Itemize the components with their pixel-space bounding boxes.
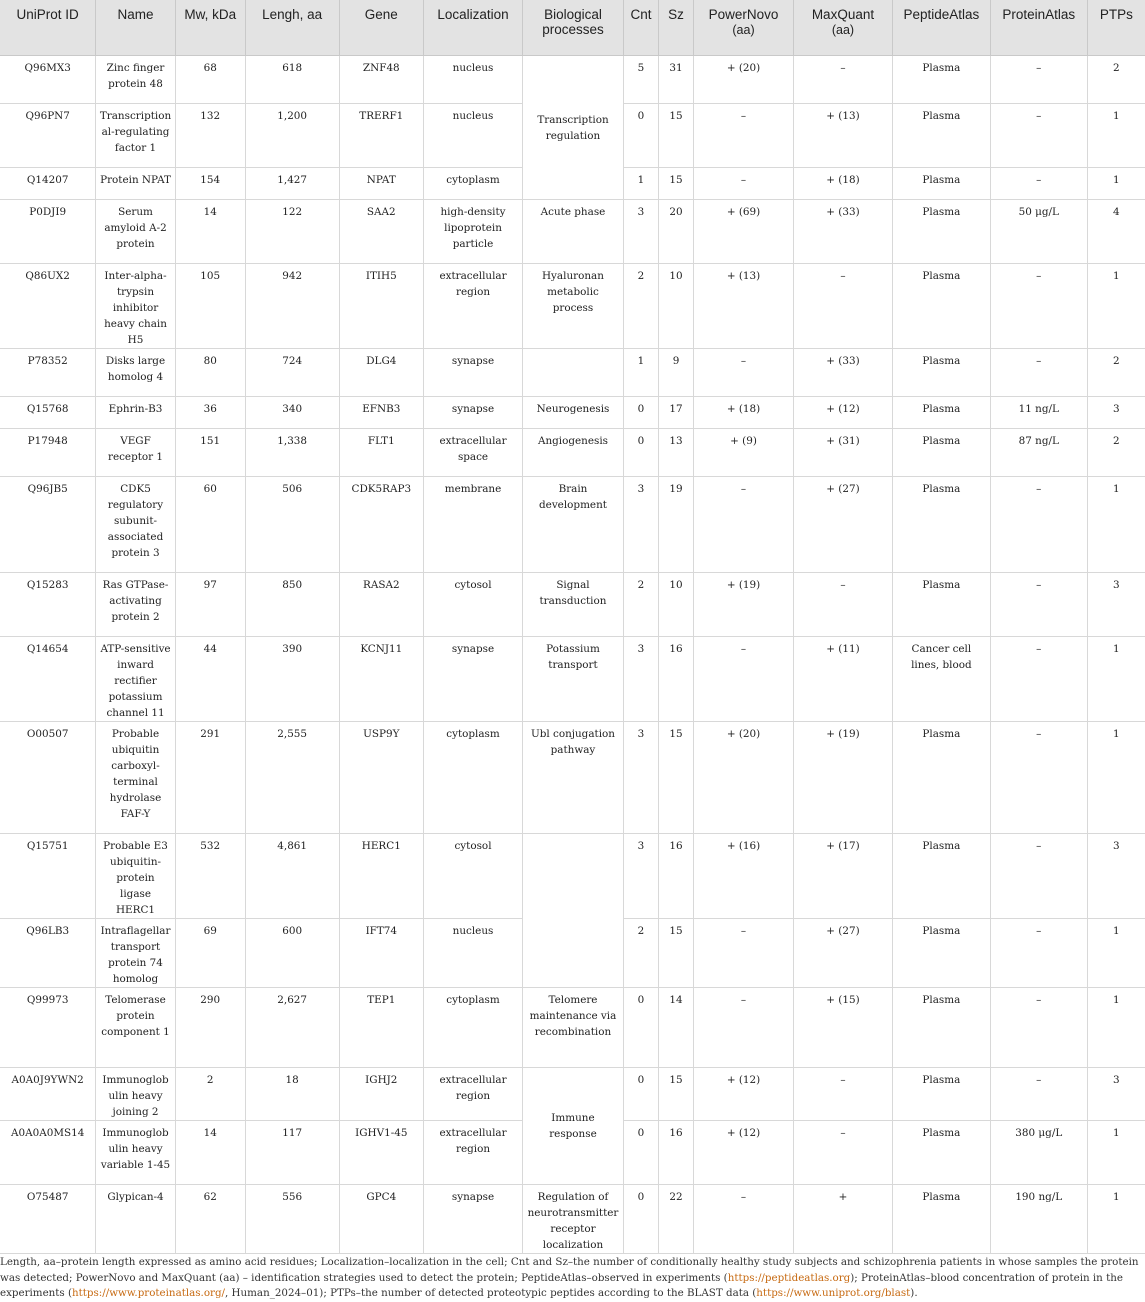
biological-process-cell: Transcription regulation — [522, 56, 623, 200]
protein-name-cell: Zinc finger protein 48 — [96, 56, 175, 104]
length-cell: 18 — [245, 1068, 339, 1121]
length-cell: 2,555 — [245, 722, 339, 834]
mw-cell: 290 — [175, 988, 245, 1068]
table-footnote — [0, 1255, 1140, 1302]
header-powernovo-unit: (aa) — [732, 23, 755, 37]
biological-process-cell: Potassium transport — [522, 637, 623, 722]
proteinatlas-cell: – — [990, 477, 1087, 573]
localization-cell: cytosol — [424, 834, 523, 919]
proteinatlas-cell: – — [990, 56, 1087, 104]
blast-link[interactable]: https://www.uniprot.org/blast — [756, 1287, 911, 1299]
proteinatlas-cell: – — [990, 1068, 1087, 1121]
biological-process-cell: Hyaluronan metabolic process — [522, 264, 623, 349]
maxquant-cell: – — [793, 1121, 892, 1185]
table-row — [0, 264, 1145, 349]
header-sz: Sz — [659, 0, 694, 56]
peptideatlas-cell: Plasma — [892, 834, 990, 919]
mw-cell: 105 — [175, 264, 245, 349]
localization-cell: synapse — [424, 637, 523, 722]
table-row — [0, 200, 1145, 264]
uniprot-id-cell: Q15768 — [0, 397, 96, 429]
header-cnt: Cnt — [623, 0, 658, 56]
maxquant-cell: – — [793, 573, 892, 637]
proteinatlas-cell: – — [990, 722, 1087, 834]
uniprot-id-cell: Q96PN7 — [0, 104, 96, 168]
cnt-cell: 0 — [623, 1068, 658, 1121]
header-gene: Gene — [339, 0, 424, 56]
mw-cell: 44 — [175, 637, 245, 722]
footnote-text-2: ); ProteinAtlas–blood concentration of protein in the experiments ( — [0, 1271, 1123, 1299]
maxquant-cell: + (12) — [793, 397, 892, 429]
cnt-cell: 0 — [623, 429, 658, 477]
sz-cell: 14 — [659, 988, 694, 1068]
localization-cell: cytoplasm — [424, 722, 523, 834]
header-uniprot-id: UniProt ID — [0, 0, 96, 56]
ptps-cell: 1 — [1087, 1121, 1145, 1185]
ptps-cell: 1 — [1087, 988, 1145, 1068]
powernovo-cell: + (12) — [694, 1121, 794, 1185]
sz-cell: 16 — [659, 834, 694, 919]
length-cell: 4,861 — [245, 834, 339, 919]
gene-cell: IFT74 — [339, 919, 424, 988]
sz-cell: 13 — [659, 429, 694, 477]
mw-cell: 2 — [175, 1068, 245, 1121]
sz-cell: 15 — [659, 1068, 694, 1121]
mw-cell: 291 — [175, 722, 245, 834]
gene-cell: IGHV1-45 — [339, 1121, 424, 1185]
header-proteinatlas: ProteinAtlas — [990, 0, 1087, 56]
powernovo-cell: – — [694, 104, 794, 168]
peptideatlas-cell: Plasma — [892, 1121, 990, 1185]
maxquant-cell: + (11) — [793, 637, 892, 722]
protein-name-cell: VEGF receptor 1 — [96, 429, 175, 477]
localization-cell: high-density lipoprotein particle — [424, 200, 523, 264]
maxquant-cell: + (31) — [793, 429, 892, 477]
gene-cell: EFNB3 — [339, 397, 424, 429]
ptps-cell: 1 — [1087, 1185, 1145, 1254]
uniprot-id-cell: A0A0J9YWN2 — [0, 1068, 96, 1121]
footnote-text-1: Length, aa–protein length expressed as amino acid residues; Localization–localization in the cell; Cnt and Sz–the number of conditionally healthy study subjects and schizophrenia patients in whose samples the protein was detected; PowerNovo and MaxQuant (aa) – identification strategies used to detect the protein; PeptideAtlas–observed in experiments ( — [0, 1256, 1139, 1284]
protein-name-cell: Immunoglobulin heavy joining 2 — [96, 1068, 175, 1121]
header-maxquant-unit: (aa) — [831, 23, 855, 37]
peptideatlas-cell: Plasma — [892, 168, 990, 200]
cnt-cell: 2 — [623, 573, 658, 637]
localization-cell: synapse — [424, 349, 523, 397]
table-row — [0, 429, 1145, 477]
header-localization: Localization — [424, 0, 523, 56]
localization-cell: nucleus — [424, 56, 523, 104]
cnt-cell: 1 — [623, 168, 658, 200]
length-cell: 850 — [245, 573, 339, 637]
peptideatlas-cell: Plasma — [892, 429, 990, 477]
protein-name-cell: Ras GTPase-activating protein 2 — [96, 573, 175, 637]
table-row — [0, 573, 1145, 637]
header-powernovo-label: PowerNovo — [708, 7, 779, 22]
gene-cell: ZNF48 — [339, 56, 424, 104]
localization-cell: membrane — [424, 477, 523, 573]
table-row — [0, 988, 1145, 1068]
header-maxquant-label: MaxQuant — [811, 7, 875, 22]
biological-process-cell: Signal transduction — [522, 573, 623, 637]
mw-cell: 68 — [175, 56, 245, 104]
length-cell: 122 — [245, 200, 339, 264]
maxquant-cell: – — [793, 1068, 892, 1121]
protein-name-cell: Probable E3 ubiquitin-protein ligase HERC1 — [96, 834, 175, 919]
mw-cell: 14 — [175, 1121, 245, 1185]
localization-cell: cytoplasm — [424, 168, 523, 200]
powernovo-cell: + (12) — [694, 1068, 794, 1121]
sz-cell: 15 — [659, 104, 694, 168]
proteinatlas-link[interactable]: https://www.proteinatlas.org/ — [72, 1287, 226, 1299]
maxquant-cell: – — [793, 264, 892, 349]
table-row — [0, 834, 1145, 919]
ptps-cell: 1 — [1087, 637, 1145, 722]
mw-cell: 14 — [175, 200, 245, 264]
footnote-text-3: , Human_2024–01); PTPs–the number of detected proteotypic peptides according to the BLAST data ( — [225, 1287, 757, 1299]
proteinatlas-cell: 87 ng/L — [990, 429, 1087, 477]
proteinatlas-cell: – — [990, 264, 1087, 349]
maxquant-cell: + (27) — [793, 919, 892, 988]
powernovo-cell: + (18) — [694, 397, 794, 429]
table-header — [0, 0, 1145, 56]
sz-cell: 22 — [659, 1185, 694, 1254]
maxquant-cell: + (33) — [793, 349, 892, 397]
proteinatlas-cell: 380 μg/L — [990, 1121, 1087, 1185]
mw-cell: 60 — [175, 477, 245, 573]
ptps-cell: 3 — [1087, 834, 1145, 919]
protein-name-cell: ATP-sensitive inward rectifier potassium channel 11 — [96, 637, 175, 722]
cnt-cell: 2 — [623, 264, 658, 349]
protein-name-cell: Glypican-4 — [96, 1185, 175, 1254]
mw-cell: 80 — [175, 349, 245, 397]
localization-cell: synapse — [424, 1185, 523, 1254]
localization-cell: extracellular region — [424, 264, 523, 349]
uniprot-id-cell: A0A0A0MS14 — [0, 1121, 96, 1185]
biological-process-cell: Ubl conjugation pathway — [522, 722, 623, 834]
ptps-cell: 1 — [1087, 168, 1145, 200]
length-cell: 1,338 — [245, 429, 339, 477]
peptideatlas-cell: Plasma — [892, 573, 990, 637]
powernovo-cell: + (20) — [694, 722, 794, 834]
protein-name-cell: Disks large homolog 4 — [96, 349, 175, 397]
mw-cell: 154 — [175, 168, 245, 200]
localization-cell: synapse — [424, 397, 523, 429]
localization-cell: cytosol — [424, 573, 523, 637]
powernovo-cell: + (13) — [694, 264, 794, 349]
uniprot-id-cell: Q15283 — [0, 573, 96, 637]
sz-cell: 10 — [659, 264, 694, 349]
proteinatlas-cell: – — [990, 919, 1087, 988]
powernovo-cell: + (69) — [694, 200, 794, 264]
protein-name-cell: Inter-alpha-trypsin inhibitor heavy chain H5 — [96, 264, 175, 349]
powernovo-cell: – — [694, 477, 794, 573]
uniprot-id-cell: Q86UX2 — [0, 264, 96, 349]
peptideatlas-link[interactable]: https://peptideatlas.org — [727, 1271, 851, 1284]
sz-cell: 17 — [659, 397, 694, 429]
protein-name-cell: Immunoglobulin heavy variable 1-45 — [96, 1121, 175, 1185]
uniprot-id-cell: O75487 — [0, 1185, 96, 1254]
length-cell: 618 — [245, 56, 339, 104]
proteinatlas-cell: – — [990, 104, 1087, 168]
maxquant-cell: + (18) — [793, 168, 892, 200]
length-cell: 1,200 — [245, 104, 339, 168]
ptps-cell: 1 — [1087, 722, 1145, 834]
gene-cell: ITIH5 — [339, 264, 424, 349]
length-cell: 600 — [245, 919, 339, 988]
length-cell: 390 — [245, 637, 339, 722]
proteinatlas-cell: – — [990, 349, 1087, 397]
powernovo-cell: – — [694, 349, 794, 397]
mw-cell: 69 — [175, 919, 245, 988]
cnt-cell: 1 — [623, 349, 658, 397]
length-cell: 117 — [245, 1121, 339, 1185]
uniprot-id-cell: Q96JB5 — [0, 477, 96, 573]
header-ptps: PTPs — [1087, 0, 1145, 56]
powernovo-cell: – — [694, 919, 794, 988]
maxquant-cell: + (19) — [793, 722, 892, 834]
powernovo-cell: + (19) — [694, 573, 794, 637]
maxquant-cell: + (33) — [793, 200, 892, 264]
cnt-cell: 0 — [623, 1185, 658, 1254]
peptideatlas-cell: Plasma — [892, 397, 990, 429]
cnt-cell: 3 — [623, 722, 658, 834]
gene-cell: HERC1 — [339, 834, 424, 919]
gene-cell: TEP1 — [339, 988, 424, 1068]
protein-name-cell: Probable ubiquitin carboxyl-terminal hydrolase FAF-Y — [96, 722, 175, 834]
header-name: Name — [96, 0, 175, 56]
peptideatlas-cell: Plasma — [892, 264, 990, 349]
gene-cell: FLT1 — [339, 429, 424, 477]
gene-cell: RASA2 — [339, 573, 424, 637]
gene-cell: CDK5RAP3 — [339, 477, 424, 573]
length-cell: 724 — [245, 349, 339, 397]
biological-process-cell: Neurogenesis — [522, 397, 623, 429]
proteinatlas-cell: – — [990, 988, 1087, 1068]
table-row — [0, 1185, 1145, 1254]
length-cell: 340 — [245, 397, 339, 429]
peptideatlas-cell: Cancer cell lines, blood — [892, 637, 990, 722]
mw-cell: 151 — [175, 429, 245, 477]
proteinatlas-cell: – — [990, 573, 1087, 637]
gene-cell: NPAT — [339, 168, 424, 200]
proteinatlas-cell: – — [990, 834, 1087, 919]
footnote-text-4: ). — [910, 1287, 918, 1299]
maxquant-cell: – — [793, 56, 892, 104]
sz-cell: 15 — [659, 168, 694, 200]
mw-cell: 97 — [175, 573, 245, 637]
header-peptideatlas: PeptideAtlas — [892, 0, 990, 56]
uniprot-id-cell: P0DJI9 — [0, 200, 96, 264]
peptideatlas-cell: Plasma — [892, 200, 990, 264]
sz-cell: 9 — [659, 349, 694, 397]
length-cell: 506 — [245, 477, 339, 573]
cnt-cell: 2 — [623, 919, 658, 988]
uniprot-id-cell: Q96LB3 — [0, 919, 96, 988]
proteinatlas-cell: – — [990, 168, 1087, 200]
sz-cell: 15 — [659, 722, 694, 834]
cnt-cell: 3 — [623, 477, 658, 573]
peptideatlas-cell: Plasma — [892, 349, 990, 397]
table-body — [0, 56, 1145, 1254]
length-cell: 1,427 — [245, 168, 339, 200]
mw-cell: 532 — [175, 834, 245, 919]
uniprot-id-cell: P17948 — [0, 429, 96, 477]
mw-cell: 36 — [175, 397, 245, 429]
maxquant-cell: + (17) — [793, 834, 892, 919]
sz-cell: 20 — [659, 200, 694, 264]
biological-process-cell: Brain development — [522, 477, 623, 573]
cnt-cell: 0 — [623, 397, 658, 429]
gene-cell: IGHJ2 — [339, 1068, 424, 1121]
biological-process-cell: Regulation of neurotransmitter receptor localization — [522, 1185, 623, 1254]
cnt-cell: 0 — [623, 1121, 658, 1185]
ptps-cell: 4 — [1087, 200, 1145, 264]
uniprot-id-cell: Q14207 — [0, 168, 96, 200]
sz-cell: 16 — [659, 637, 694, 722]
ptps-cell: 3 — [1087, 1068, 1145, 1121]
peptideatlas-cell: Plasma — [892, 56, 990, 104]
cnt-cell: 3 — [623, 834, 658, 919]
length-cell: 556 — [245, 1185, 339, 1254]
uniprot-id-cell: Q14654 — [0, 637, 96, 722]
ptps-cell: 2 — [1087, 349, 1145, 397]
peptideatlas-cell: Plasma — [892, 104, 990, 168]
peptideatlas-cell: Plasma — [892, 722, 990, 834]
table-row — [0, 637, 1145, 722]
gene-cell: KCNJ11 — [339, 637, 424, 722]
ptps-cell: 2 — [1087, 56, 1145, 104]
mw-cell: 132 — [175, 104, 245, 168]
peptideatlas-cell: Plasma — [892, 1185, 990, 1254]
table-row — [0, 397, 1145, 429]
powernovo-cell: + (16) — [694, 834, 794, 919]
ptps-cell: 1 — [1087, 919, 1145, 988]
biological-process-cell — [522, 834, 623, 988]
peptideatlas-cell: Plasma — [892, 1068, 990, 1121]
uniprot-id-cell: Q15751 — [0, 834, 96, 919]
gene-cell: DLG4 — [339, 349, 424, 397]
biological-process-cell: Acute phase — [522, 200, 623, 264]
powernovo-cell: – — [694, 988, 794, 1068]
maxquant-cell: + (27) — [793, 477, 892, 573]
proteinatlas-cell: – — [990, 637, 1087, 722]
protein-name-cell: CDK5 regulatory subunit-associated protein 3 — [96, 477, 175, 573]
peptideatlas-cell: Plasma — [892, 477, 990, 573]
protein-name-cell: Transcriptional-regulating factor 1 — [96, 104, 175, 168]
maxquant-cell: + (15) — [793, 988, 892, 1068]
length-cell: 2,627 — [245, 988, 339, 1068]
proteinatlas-cell: 50 μg/L — [990, 200, 1087, 264]
ptps-cell: 1 — [1087, 477, 1145, 573]
uniprot-id-cell: P78352 — [0, 349, 96, 397]
biological-process-cell: Immune response — [522, 1068, 623, 1185]
table-row — [0, 56, 1145, 104]
cnt-cell: 0 — [623, 104, 658, 168]
header-biological-processes: Biological processes — [522, 0, 623, 56]
protein-name-cell: Intraflagellar transport protein 74 homolog — [96, 919, 175, 988]
table-row — [0, 1068, 1145, 1121]
protein-name-cell: Serum amyloid A-2 protein — [96, 200, 175, 264]
cnt-cell: 3 — [623, 200, 658, 264]
gene-cell: USP9Y — [339, 722, 424, 834]
ptps-cell: 2 — [1087, 429, 1145, 477]
protein-name-cell: Telomerase protein component 1 — [96, 988, 175, 1068]
gene-cell: GPC4 — [339, 1185, 424, 1254]
uniprot-id-cell: Q96MX3 — [0, 56, 96, 104]
localization-cell: extracellular region — [424, 1068, 523, 1121]
length-cell: 942 — [245, 264, 339, 349]
localization-cell: extracellular region — [424, 1121, 523, 1185]
uniprot-id-cell: Q99973 — [0, 988, 96, 1068]
mw-cell: 62 — [175, 1185, 245, 1254]
table-row — [0, 722, 1145, 834]
ptps-cell: 3 — [1087, 573, 1145, 637]
cnt-cell: 3 — [623, 637, 658, 722]
sz-cell: 10 — [659, 573, 694, 637]
powernovo-cell: + (20) — [694, 56, 794, 104]
biological-process-cell: Telomere maintenance via recombination — [522, 988, 623, 1068]
peptideatlas-cell: Plasma — [892, 919, 990, 988]
powernovo-cell: + (9) — [694, 429, 794, 477]
header-powernovo — [694, 0, 794, 56]
biological-process-cell — [522, 349, 623, 397]
powernovo-cell: – — [694, 637, 794, 722]
localization-cell: extracellular space — [424, 429, 523, 477]
gene-cell: TRERF1 — [339, 104, 424, 168]
table-row — [0, 349, 1145, 397]
header-length: Lengh, aa — [245, 0, 339, 56]
peptideatlas-cell: Plasma — [892, 988, 990, 1068]
ptps-cell: 1 — [1087, 104, 1145, 168]
powernovo-cell: – — [694, 1185, 794, 1254]
protein-name-cell: Protein NPAT — [96, 168, 175, 200]
sz-cell: 31 — [659, 56, 694, 104]
biological-process-cell: Angiogenesis — [522, 429, 623, 477]
ptps-cell: 3 — [1087, 397, 1145, 429]
gene-cell: SAA2 — [339, 200, 424, 264]
localization-cell: cytoplasm — [424, 988, 523, 1068]
protein-name-cell: Ephrin-B3 — [96, 397, 175, 429]
sz-cell: 15 — [659, 919, 694, 988]
localization-cell: nucleus — [424, 104, 523, 168]
header-maxquant — [793, 0, 892, 56]
cnt-cell: 0 — [623, 988, 658, 1068]
powernovo-cell: – — [694, 168, 794, 200]
ptps-cell: 1 — [1087, 264, 1145, 349]
uniprot-id-cell: O00507 — [0, 722, 96, 834]
cnt-cell: 5 — [623, 56, 658, 104]
header-mw: Mw, kDa — [175, 0, 245, 56]
table-row — [0, 477, 1145, 573]
localization-cell: nucleus — [424, 919, 523, 988]
proteinatlas-cell: 11 ng/L — [990, 397, 1087, 429]
maxquant-cell: + — [793, 1185, 892, 1254]
proteinatlas-cell: 190 ng/L — [990, 1185, 1087, 1254]
sz-cell: 19 — [659, 477, 694, 573]
maxquant-cell: + (13) — [793, 104, 892, 168]
sz-cell: 16 — [659, 1121, 694, 1185]
